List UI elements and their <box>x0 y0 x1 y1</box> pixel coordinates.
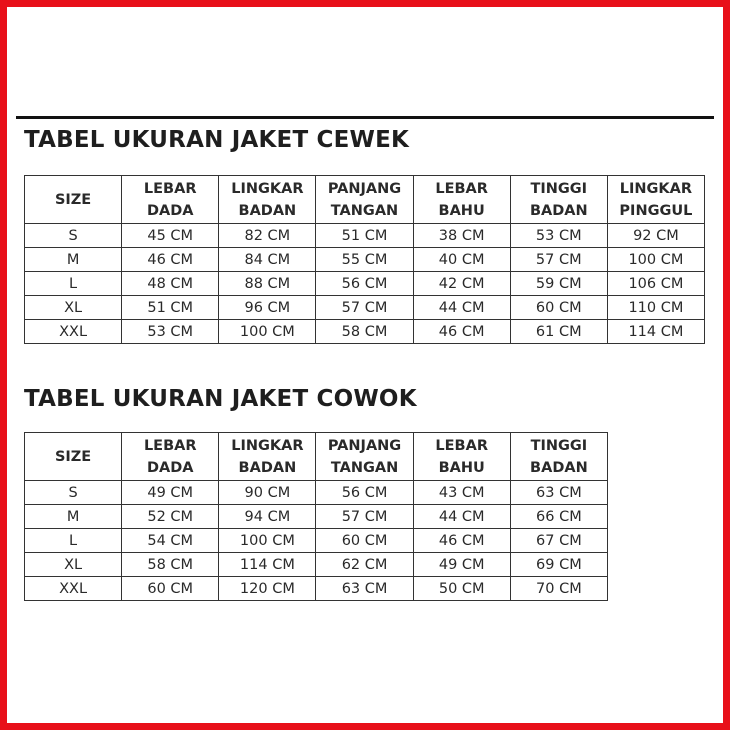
measurement-cell: 50 CM <box>413 577 510 601</box>
measurement-cell: 60 CM <box>316 529 413 553</box>
column-header-line: TANGAN <box>330 202 399 219</box>
measurement-cell: 106 CM <box>607 272 704 296</box>
measurement-cell: 66 CM <box>510 505 607 529</box>
measurement-cell: 46 CM <box>122 248 219 272</box>
measurement-cell: 114 CM <box>607 320 704 344</box>
measurement-cell: 69 CM <box>510 553 607 577</box>
measurement-cell: 45 CM <box>122 224 219 248</box>
measurement-cell: 100 CM <box>219 320 316 344</box>
column-header-line: BADAN <box>529 202 588 219</box>
column-header-line: BADAN <box>530 459 588 476</box>
size-cell: XXL <box>25 577 122 601</box>
size-cell: M <box>25 248 122 272</box>
measurement-cell: 58 CM <box>122 553 219 577</box>
measurement-cell: 52 CM <box>122 505 219 529</box>
measurement-cell: 55 CM <box>316 248 413 272</box>
column-header <box>219 176 316 224</box>
column-header-line: PANJANG <box>327 437 402 454</box>
measurement-cell: 53 CM <box>510 224 607 248</box>
measurement-cell: 90 CM <box>219 481 316 505</box>
measurement-cell: 57 CM <box>316 296 413 320</box>
column-header <box>413 176 510 224</box>
measurement-cell: 54 CM <box>122 529 219 553</box>
column-header <box>510 433 607 481</box>
column-header <box>413 433 510 481</box>
table-row <box>25 529 608 553</box>
measurement-cell: 94 CM <box>219 505 316 529</box>
measurement-cell: 51 CM <box>316 224 413 248</box>
measurement-cell: 92 CM <box>607 224 704 248</box>
column-header <box>122 433 219 481</box>
column-header-line: LINGKAR <box>231 437 304 454</box>
measurement-cell: 51 CM <box>122 296 219 320</box>
size-cell: M <box>25 505 122 529</box>
measurement-cell: 38 CM <box>413 224 510 248</box>
measurement-cell: 59 CM <box>510 272 607 296</box>
table-row <box>25 577 608 601</box>
measurement-cell: 42 CM <box>413 272 510 296</box>
size-cell: L <box>25 272 122 296</box>
measurement-cell: 56 CM <box>316 272 413 296</box>
measurement-cell: 82 CM <box>219 224 316 248</box>
table-row <box>25 296 705 320</box>
measurement-cell: 56 CM <box>316 481 413 505</box>
measurement-cell: 58 CM <box>316 320 413 344</box>
table-header-row <box>25 176 705 224</box>
measurement-cell: 46 CM <box>413 529 510 553</box>
column-header-line: TANGAN <box>330 459 399 476</box>
column-header-line: BADAN <box>238 459 297 476</box>
measurement-cell: 60 CM <box>510 296 607 320</box>
column-header-line: SIZE <box>54 448 92 465</box>
measurement-cell: 110 CM <box>607 296 704 320</box>
measurement-cell: 63 CM <box>510 481 607 505</box>
column-header-line: PINGGUL <box>619 202 693 219</box>
measurement-cell: 48 CM <box>122 272 219 296</box>
column-header-line: BAHU <box>438 202 485 219</box>
measurement-cell: 57 CM <box>316 505 413 529</box>
column-header-line: LEBAR <box>143 437 197 454</box>
column-header-line: BADAN <box>238 202 297 219</box>
measurement-cell: 84 CM <box>219 248 316 272</box>
measurement-cell: 63 CM <box>316 577 413 601</box>
measurement-cell: 100 CM <box>219 529 316 553</box>
measurement-cell: 62 CM <box>316 553 413 577</box>
column-header-line: LEBAR <box>435 180 488 197</box>
size-cell: XL <box>25 296 122 320</box>
size-table-cowok <box>24 432 608 601</box>
measurement-cell: 53 CM <box>122 320 219 344</box>
column-header <box>25 433 122 481</box>
column-header-line: PANJANG <box>327 180 402 197</box>
column-header-line: LEBAR <box>143 180 197 197</box>
table-row <box>25 224 705 248</box>
size-cell: L <box>25 529 122 553</box>
column-header <box>122 176 219 224</box>
measurement-cell: 120 CM <box>219 577 316 601</box>
measurement-cell: 40 CM <box>413 248 510 272</box>
measurement-cell: 100 CM <box>607 248 704 272</box>
column-header-line: BAHU <box>438 459 485 476</box>
column-header <box>316 433 413 481</box>
column-header-line: DADA <box>146 459 194 476</box>
measurement-cell: 49 CM <box>413 553 510 577</box>
measurement-cell: 46 CM <box>413 320 510 344</box>
top-divider-rule <box>16 116 714 119</box>
column-header-line: LINGKAR <box>231 180 304 197</box>
column-header <box>219 433 316 481</box>
size-cell: S <box>25 224 122 248</box>
measurement-cell: 61 CM <box>510 320 607 344</box>
column-header <box>607 176 704 224</box>
table-row <box>25 553 608 577</box>
measurement-cell: 67 CM <box>510 529 607 553</box>
table-row <box>25 505 608 529</box>
column-header-line: SIZE <box>54 191 92 208</box>
column-header <box>510 176 607 224</box>
measurement-cell: 114 CM <box>219 553 316 577</box>
size-cell: XXL <box>25 320 122 344</box>
measurement-cell: 49 CM <box>122 481 219 505</box>
measurement-cell: 44 CM <box>413 505 510 529</box>
measurement-cell: 70 CM <box>510 577 607 601</box>
measurement-cell: 60 CM <box>122 577 219 601</box>
table-row <box>25 481 608 505</box>
measurement-cell: 44 CM <box>413 296 510 320</box>
size-cell: XL <box>25 553 122 577</box>
table-title-cowok: TABEL UKURAN JAKET COWOK <box>24 386 417 412</box>
table-row <box>25 320 705 344</box>
table-row <box>25 272 705 296</box>
measurement-cell: 43 CM <box>413 481 510 505</box>
column-header <box>316 176 413 224</box>
column-header-line: DADA <box>146 202 194 219</box>
table-title-cewek: TABEL UKURAN JAKET CEWEK <box>24 127 410 153</box>
size-table-cewek <box>24 175 705 344</box>
column-header-line: LINGKAR <box>619 180 693 197</box>
column-header-line: TINGGI <box>530 437 588 454</box>
column-header <box>25 176 122 224</box>
column-header-line: LEBAR <box>435 437 488 454</box>
size-cell: S <box>25 481 122 505</box>
measurement-cell: 96 CM <box>219 296 316 320</box>
table-row <box>25 248 705 272</box>
column-header-line: TINGGI <box>530 180 588 197</box>
measurement-cell: 57 CM <box>510 248 607 272</box>
table-header-row <box>25 433 608 481</box>
measurement-cell: 88 CM <box>219 272 316 296</box>
